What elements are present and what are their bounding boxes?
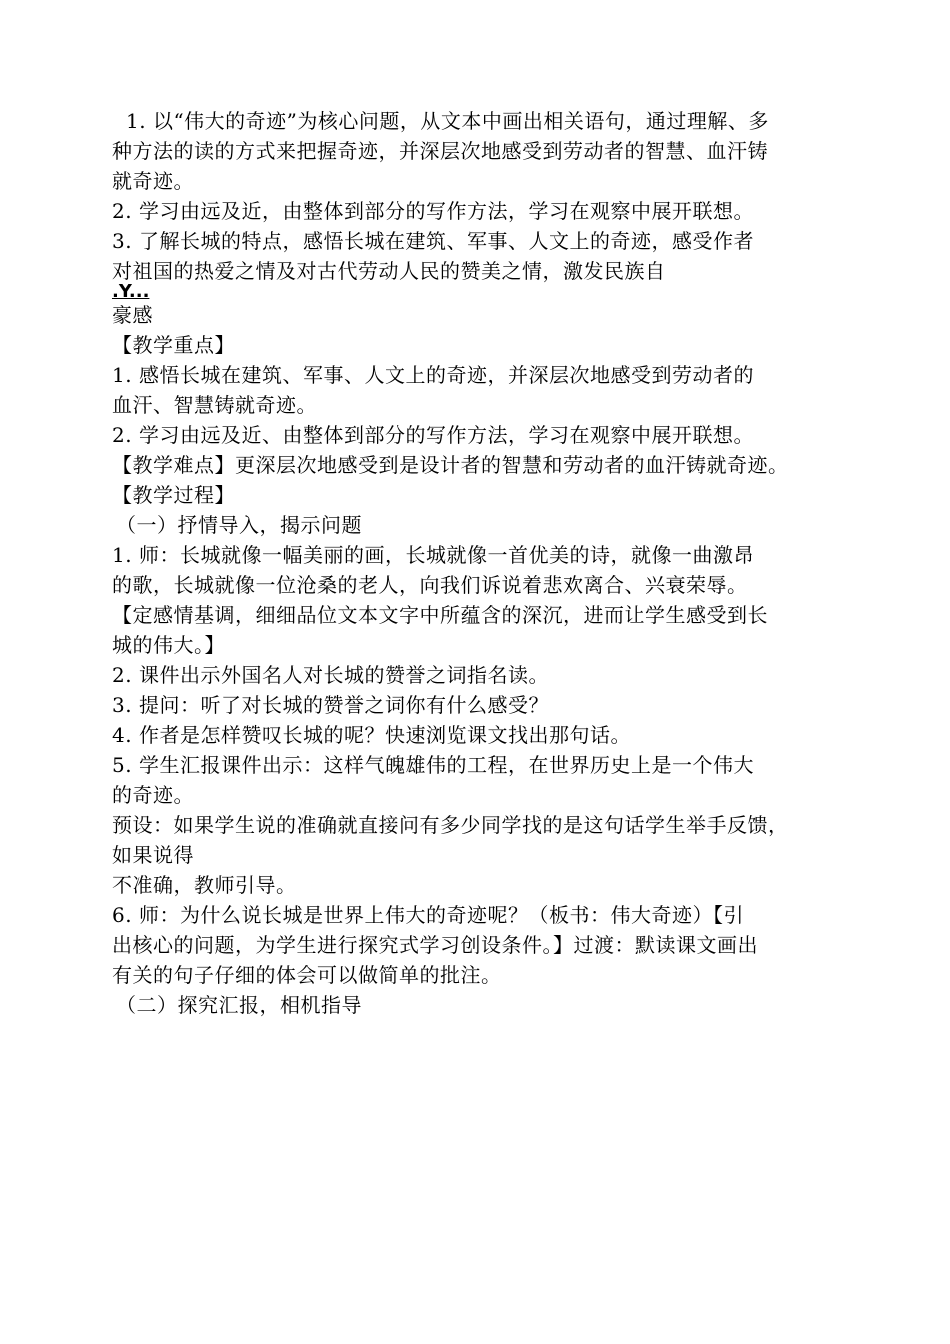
step-6-line-3: 有关的句子仔细的体会可以做简单的批注。 <box>112 963 502 987</box>
key-point-2: 2. 学习由远及近、由整体到部分的写作方法，学习在观察中展开联想。 <box>112 423 754 447</box>
section-2-title: （二）探究汇报，相机指导 <box>116 993 362 1017</box>
objective-1-line-2: 种方法的读的方式来把握奇迹，并深层次地感受到劳动者的智慧、血汗铸 <box>112 139 768 163</box>
step-1-note-line-2: 城的伟大。】 <box>112 633 225 657</box>
heading-key-points: 【教学重点】 <box>112 333 235 357</box>
heading-difficulties: 【教学难点】更深层次地感受到是设计者的智慧和劳动者的血汗铸就奇迹。 <box>112 453 789 477</box>
key-point-1-line-2: 血汗、智慧铸就奇迹。 <box>112 393 317 417</box>
step-5-line-1: 5. 学生汇报课件出示：这样气魄雄伟的工程，在世界历史上是一个伟大 <box>112 753 754 777</box>
stray-mark: .Y... <box>112 281 150 302</box>
step-1-line-1: 1. 师：长城就像一幅美丽的画，长城就像一首优美的诗，就像一曲激昂 <box>112 543 754 567</box>
section-1-title: （一）抒情导入，揭示问题 <box>116 513 362 537</box>
objective-1-line-1: 1. 以“伟大的奇迹”为核心问题，从文本中画出相关语句，通过理解、多 <box>126 109 769 133</box>
objective-3-line-1: 3. 了解长城的特点，感悟长城在建筑、军事、人文上的奇迹，感受作者 <box>112 229 754 253</box>
step-1-note-line-1: 【定感情基调，细细品位文本文字中所蕴含的深沉，进而让学生感受到长 <box>112 603 768 627</box>
objective-3-line-3: 豪感 <box>112 303 153 327</box>
preset-line-3: 不准确，教师引导。 <box>112 873 297 897</box>
document-page <box>112 106 882 1020</box>
objective-1-line-3: 就奇迹。 <box>112 169 194 193</box>
step-6-line-1: 6. 师：为什么说长城是世界上伟大的奇迹呢？（板书：伟大奇迹）【引 <box>112 903 744 927</box>
step-6-line-2: 出核心的问题，为学生进行探究式学习创设条件。】过渡：默读课文画出 <box>112 933 758 957</box>
step-4: 4. 作者是怎样赞叹长城的呢？快速浏览课文找出那句话。 <box>112 723 631 747</box>
objective-3-line-2: 对祖国的热爱之情及对古代劳动人民的赞美之情，激发民族自 <box>112 259 666 283</box>
step-1-line-2: 的歌，长城就像一位沧桑的老人，向我们诉说着悲欢离合、兴衰荣辱。 <box>112 573 748 597</box>
heading-process: 【教学过程】 <box>112 483 235 507</box>
step-3: 3. 提问：听了对长城的赞誉之词你有什么感受？ <box>112 693 549 717</box>
objective-2: 2. 学习由远及近，由整体到部分的写作方法，学习在观察中展开联想。 <box>112 199 754 223</box>
key-point-1-line-1: 1. 感悟长城在建筑、军事、人文上的奇迹，并深层次地感受到劳动者的 <box>112 363 754 387</box>
step-2: 2. 课件出示外国名人对长城的赞誉之词指名读。 <box>112 663 549 687</box>
step-5-line-2: 的奇迹。 <box>112 783 194 807</box>
preset-line-1: 预设：如果学生说的准确就直接问有多少同学找的是这句话学生举手反馈， <box>112 813 789 837</box>
preset-line-2: 如果说得 <box>112 843 194 867</box>
